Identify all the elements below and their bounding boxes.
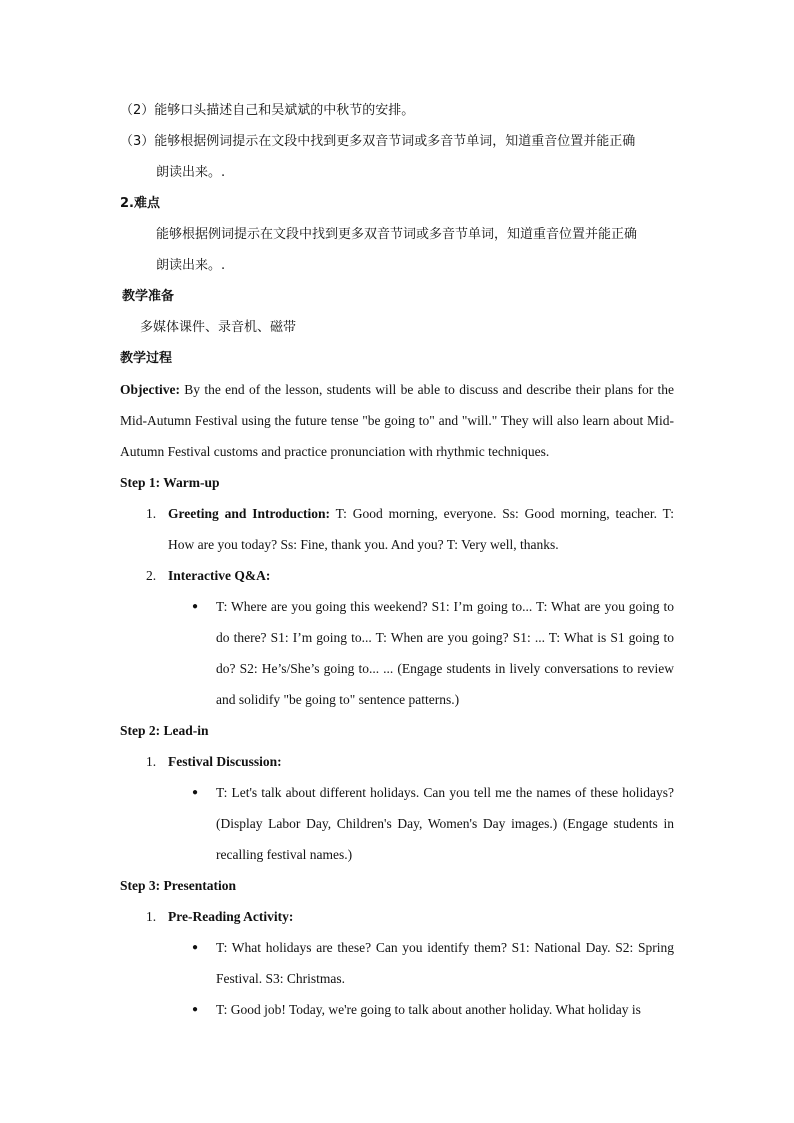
step3-bullet-1 xyxy=(120,932,674,994)
step3-bullet1-text: T: What holidays are these? Can you identify them? S1: National Day. S2: Spring Festival. S3: Christmas. xyxy=(216,940,674,986)
step3-heading: Step 3: Presentation xyxy=(120,878,236,893)
goal-item-3-line1: （3）能够根据例词提示在文段中找到更多双音节词或多音节单词，知道重音位置并能正确 xyxy=(120,134,636,149)
difficulty-heading: 2.难点 xyxy=(120,196,160,211)
difficulty-line2: 朗读出来。. xyxy=(156,258,226,273)
bullet-icon: ● xyxy=(192,601,199,612)
bullet-icon: ● xyxy=(192,787,199,798)
step2-bullet-1 xyxy=(120,777,674,870)
step2-heading: Step 2: Lead-in xyxy=(120,723,209,738)
step3-item-1 xyxy=(120,901,674,932)
prep-text: 多媒体课件、录音机、磁带 xyxy=(140,320,297,335)
goal-item-2: （2）能够口头描述自己和吴斌斌的中秋节的安排。 xyxy=(120,103,415,118)
step1-item1-label: Greeting and Introduction: xyxy=(168,506,330,521)
difficulty-line1: 能够根据例词提示在文段中找到更多双音节词或多音节单词，知道重音位置并能正确 xyxy=(156,227,638,242)
step1-bullet1-text: T: Where are you going this weekend? S1: I’m going to... T: What are you going to do there? S1: I’m going to... T: When are you going? S1: ... T: What is S1 going to do? S2: He’s/She’s going to... ... (Engage students in lively conversations to review and solidify "be going to" sentence patterns.) xyxy=(216,599,674,707)
step1-item-2 xyxy=(120,560,674,591)
step2-item1-label: Festival Discussion: xyxy=(168,754,282,769)
list-number: 1. xyxy=(146,754,157,769)
step1-item-1 xyxy=(120,498,674,560)
step1-bullet-1 xyxy=(120,591,674,715)
objective-paragraph xyxy=(120,374,674,467)
step1-item1-text: T: Good morning, everyone. Ss: Good morning, teacher. T: How are you today? Ss: Fine, thank you. And you? T: Very well, thanks. xyxy=(168,506,674,552)
list-number: 1. xyxy=(146,909,157,924)
process-heading: 教学过程 xyxy=(120,351,173,366)
objective-label: Objective: xyxy=(120,382,180,397)
step1-heading: Step 1: Warm-up xyxy=(120,475,220,490)
prep-heading: 教学准备 xyxy=(122,289,175,304)
step3-bullet-2 xyxy=(120,994,674,1025)
objective-text: By the end of the lesson, students will be able to discuss and describe their plans for the Mid-Autumn Festival using the future tense "be going to" and "will." They will also learn about Mid-Autumn Festival customs and practice pronunciation with rhythmic techniques. xyxy=(120,382,674,459)
list-number: 1. xyxy=(146,506,157,521)
list-number: 2. xyxy=(146,568,157,583)
step2-bullet1-text: T: Let's talk about different holidays. Can you tell me the names of these holidays? (Display Labor Day, Children's Day, Women's Day images.) (Engage students in recalling festival names.) xyxy=(216,785,674,862)
step1-item2-label: Interactive Q&A: xyxy=(168,568,271,583)
step3-item1-label: Pre-Reading Activity: xyxy=(168,909,294,924)
goal-item-3-line2: 朗读出来。. xyxy=(156,165,226,180)
document-page xyxy=(120,95,674,1025)
step2-item-1 xyxy=(120,746,674,777)
step3-bullet2-text: T: Good job! Today, we're going to talk about another holiday. What holiday is xyxy=(216,1002,641,1017)
bullet-icon: ● xyxy=(192,1004,199,1015)
bullet-icon: ● xyxy=(192,942,199,953)
